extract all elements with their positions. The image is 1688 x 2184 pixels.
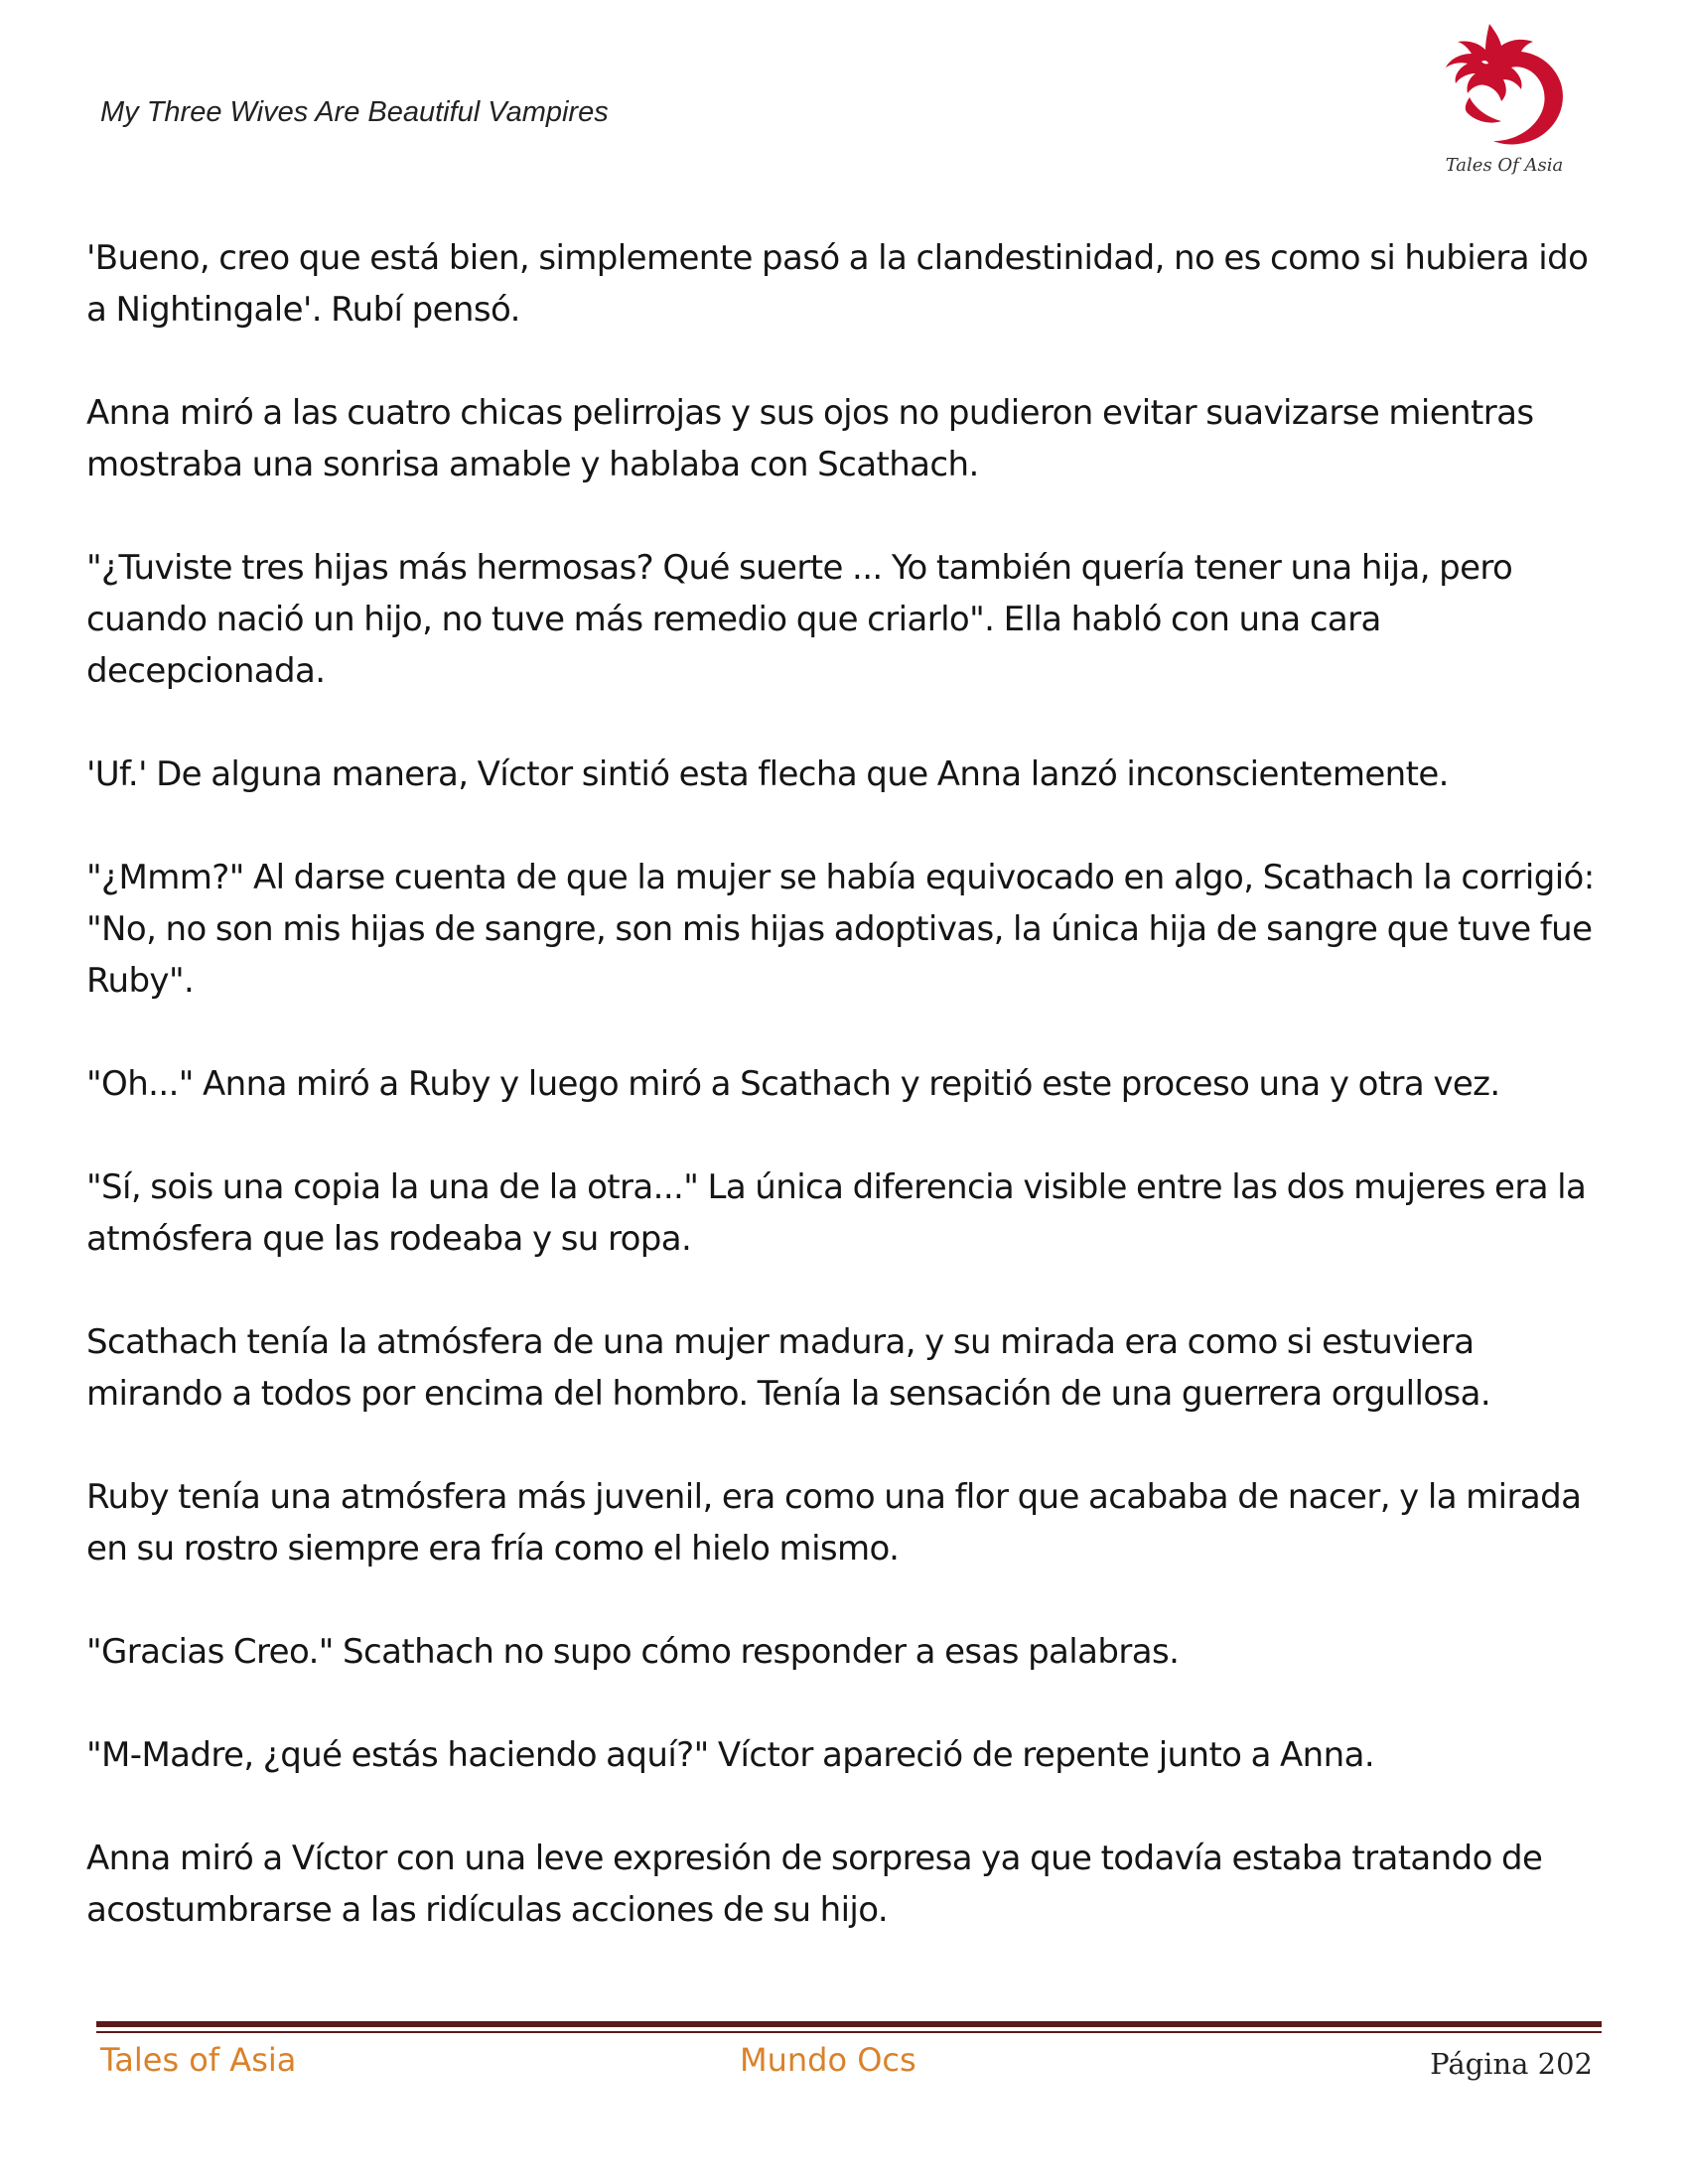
tales-of-asia-logo (1430, 18, 1579, 187)
page-number: Página 202 (1430, 2047, 1593, 2081)
paragraph: "Oh..." Anna miró a Ruby y luego miró a Scathach y repitió este proceso una y otra vez. (86, 1064, 1500, 1104)
red-dragon-icon (1430, 18, 1579, 157)
book-title: My Three Wives Are Beautiful Vampires (100, 96, 609, 128)
logo-text: Tales Of Asia (1445, 155, 1564, 176)
paragraph: "¿Mmm?" Al darse cuenta de que la mujer se había equivocado en algo, Scathach la corrigió: "No, no son mis hijas de sangre, son mis hijas adoptivas, la única hija de sangre que tuve fue Ruby". (86, 858, 1595, 1001)
footer-publisher: Tales of Asia (100, 2041, 297, 2079)
footer-source: Mundo Ocs (740, 2041, 916, 2079)
paragraph: "¿Tuviste tres hijas más hermosas? Qué suerte ... Yo también quería tener una hija, pero cuando nació un hijo, no tuve más remedio que criarlo". Ella habló con una cara decepcionada. (86, 548, 1513, 691)
footer-divider-thin (96, 2031, 1602, 2033)
paragraph: 'Uf.' De alguna manera, Víctor sintió esta flecha que Anna lanzó inconscientemente. (86, 754, 1449, 794)
chapter-body (86, 232, 1616, 1987)
paragraph: Ruby tenía una atmósfera más juvenil, era como una flor que acababa de nacer, y la mirada en su rostro siempre era fría como el hielo mismo. (86, 1477, 1582, 1569)
paragraph: "Sí, sois una copia la una de la otra..." La única diferencia visible entre las dos mujeres era la atmósfera que las rodeaba y su ropa. (86, 1167, 1587, 1259)
paragraph: Anna miró a las cuatro chicas pelirrojas y sus ojos no pudieron evitar suavizarse mientras mostraba una sonrisa amable y hablaba con Scathach. (86, 393, 1534, 484)
paragraph: Anna miró a Víctor con una leve expresión de sorpresa ya que todavía estaba tratando de acostumbrarse a las ridículas acciones de su hijo. (86, 1839, 1543, 1930)
paragraph: 'Bueno, creo que está bien, simplemente pasó a la clandestinidad, no es como si hubiera ido a Nightingale'. Rubí pensó. (86, 238, 1589, 330)
paragraph: "Gracias Creo." Scathach no supo cómo responder a esas palabras. (86, 1632, 1180, 1672)
paragraph: Scathach tenía la atmósfera de una mujer madura, y su mirada era como si estuviera mirando a todos por encima del hombro. Tenía la sensación de una guerrera orgullosa. (86, 1322, 1491, 1414)
footer-divider (96, 2021, 1602, 2027)
paragraph: "M-Madre, ¿qué estás haciendo aquí?" Víctor apareció de repente junto a Anna. (86, 1735, 1375, 1775)
